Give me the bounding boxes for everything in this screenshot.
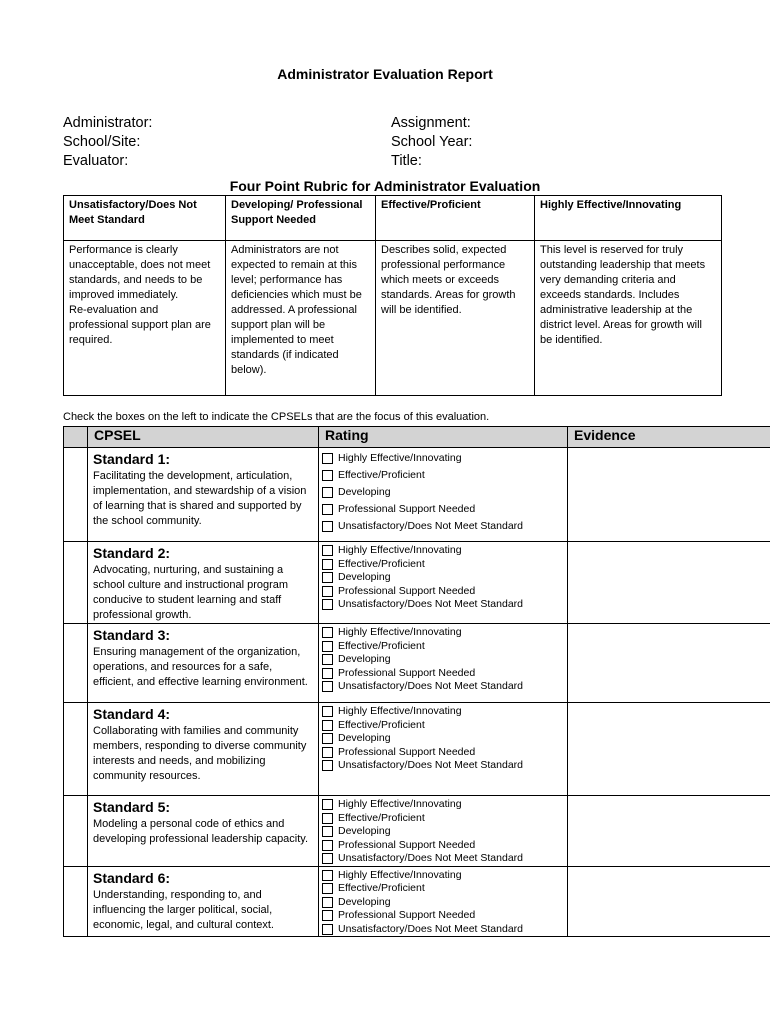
rating-option[interactable]: [322, 640, 567, 654]
cpsel-table: [63, 426, 770, 937]
rating-option[interactable]: [322, 653, 567, 667]
rating-checkbox[interactable]: [322, 504, 333, 515]
rating-option[interactable]: [322, 759, 567, 773]
rubric-desc-developing: Administrators are not expected to remain at this level; performance has deficiencies which must be addressed. A professional support plan will be implemented to meet standards (if indicated below).: [226, 241, 376, 396]
rating-option[interactable]: [322, 852, 567, 866]
rating-option[interactable]: [322, 571, 567, 585]
rating-option-label: Developing: [338, 895, 391, 908]
standard-row: [64, 448, 770, 542]
rating-checkbox[interactable]: [322, 924, 333, 935]
report-title: Administrator Evaluation Report: [277, 66, 493, 82]
school-site-label: School/Site:: [63, 134, 141, 150]
rating-checkbox[interactable]: [322, 870, 333, 881]
cpsel-focus-checkbox-cell[interactable]: [64, 796, 88, 867]
rating-option[interactable]: [322, 812, 567, 826]
standard-description: Facilitating the development, articulation, implementation, and stewardship of a vision of learning that is shared and supported by the school community.: [93, 470, 307, 527]
rating-option[interactable]: [322, 839, 567, 853]
rating-options: [319, 542, 567, 612]
rating-checkbox[interactable]: [322, 545, 333, 556]
rating-option-label: Unsatisfactory/Does Not Meet Standard: [338, 852, 524, 864]
rating-checkbox[interactable]: [322, 668, 333, 679]
rating-option[interactable]: [322, 467, 567, 484]
rating-option[interactable]: [322, 825, 567, 839]
rating-checkbox[interactable]: [322, 897, 333, 908]
rating-options: [319, 867, 567, 937]
rubric-header-developing: Developing/ Professional Support Needed: [226, 196, 376, 241]
rating-option[interactable]: [322, 598, 567, 612]
rating-option-label: Highly Effective/Innovating: [338, 451, 462, 464]
rating-checkbox[interactable]: [322, 453, 333, 464]
rating-cell: [319, 866, 568, 937]
rating-cell: [319, 542, 568, 624]
standard-cell: [88, 796, 319, 867]
rating-option-label: Effective/Proficient: [338, 468, 425, 481]
rating-option-label: Highly Effective/Innovating: [338, 868, 462, 881]
standard-title: Standard 4:: [93, 706, 171, 722]
rating-checkbox[interactable]: [322, 813, 333, 824]
standard-row: [64, 796, 770, 867]
rating-option[interactable]: [322, 869, 567, 883]
rating-checkbox[interactable]: [322, 883, 333, 894]
rating-option[interactable]: [322, 909, 567, 923]
rating-checkbox[interactable]: [322, 599, 333, 610]
rating-option-label: Professional Support Needed: [338, 745, 476, 758]
standard-cell: [88, 448, 319, 542]
rating-option-label: Effective/Proficient: [338, 557, 425, 570]
cpsel-header: CPSEL: [88, 427, 319, 448]
standard-cell: [88, 866, 319, 937]
rubric-header-highly-effective: Highly Effective/Innovating: [535, 196, 722, 241]
rating-checkbox[interactable]: [322, 681, 333, 692]
rating-option-label: Highly Effective/Innovating: [338, 705, 462, 717]
standard-cell: [88, 542, 319, 624]
rating-option[interactable]: [322, 544, 567, 558]
rating-options: [319, 703, 567, 773]
standard-description: Modeling a personal code of ethics and developing professional leadership capacity.: [93, 818, 309, 845]
rubric-description-row: [64, 241, 722, 396]
cpsel-header-row: [64, 427, 770, 448]
evidence-cell[interactable]: [568, 448, 770, 542]
rating-option[interactable]: [322, 732, 567, 746]
rating-option-label: Developing: [338, 825, 391, 837]
rating-option-label: Professional Support Needed: [338, 584, 476, 597]
standard-row: [64, 624, 770, 703]
rating-option-label: Developing: [338, 653, 391, 665]
rating-checkbox[interactable]: [322, 799, 333, 810]
rating-checkbox[interactable]: [322, 641, 333, 652]
rubric-desc-unsatisfactory: Performance is clearly unacceptable, does not meet standards, and needs to be improved immediately. Re-evaluation and professional support plan are required.: [64, 241, 226, 396]
rating-option[interactable]: [322, 680, 567, 694]
rating-option[interactable]: [322, 558, 567, 572]
standard-row: [64, 542, 770, 624]
rating-option-label: Effective/Proficient: [338, 718, 425, 731]
rating-checkbox[interactable]: [322, 840, 333, 851]
rating-option[interactable]: [322, 719, 567, 733]
rating-options: [319, 624, 567, 694]
rating-option[interactable]: [322, 501, 567, 518]
rating-cell: [319, 703, 568, 796]
cpsel-focus-checkbox-cell[interactable]: [64, 866, 88, 937]
standard-row: [64, 703, 770, 796]
rating-option-label: Effective/Proficient: [338, 811, 425, 824]
rating-checkbox[interactable]: [322, 521, 333, 532]
evidence-cell[interactable]: [568, 796, 770, 867]
rating-option[interactable]: [322, 484, 567, 501]
rating-option-label: Unsatisfactory/Does Not Meet Standard: [338, 519, 524, 532]
rubric-heading: Four Point Rubric for Administrator Evaluation: [229, 178, 541, 194]
standard-title: Standard 6:: [93, 869, 171, 886]
standard-description: Ensuring management of the organization, operations, and resources for a safe, efficient, and effective learning environment.: [93, 646, 308, 688]
rating-option[interactable]: [322, 585, 567, 599]
evidence-cell[interactable]: [568, 542, 770, 624]
rating-checkbox[interactable]: [322, 733, 333, 744]
rating-option[interactable]: [322, 746, 567, 760]
rubric-header-effective: Effective/Proficient: [376, 196, 535, 241]
standard-description: Understanding, responding to, and influencing the larger political, social, economic, legal, and cultural context.: [93, 888, 274, 931]
rating-option-label: Professional Support Needed: [338, 502, 476, 515]
rating-option-label: Developing: [338, 732, 391, 744]
rating-option-label: Unsatisfactory/Does Not Meet Standard: [338, 680, 524, 692]
rating-option[interactable]: [322, 450, 567, 467]
rating-option[interactable]: [322, 798, 567, 812]
rubric-table: [63, 195, 722, 396]
standard-title: Standard 2:: [93, 545, 171, 561]
rating-checkbox[interactable]: [322, 826, 333, 837]
rating-header: Rating: [319, 427, 568, 448]
standard-row: [64, 866, 770, 937]
rating-option-label: Highly Effective/Innovating: [338, 798, 462, 810]
rating-option-label: Professional Support Needed: [338, 666, 476, 679]
standard-description: Collaborating with families and community members, responding to diverse community interests and needs, and mobilizing community resources.: [93, 725, 307, 782]
rating-options: [319, 796, 567, 866]
rating-checkbox[interactable]: [322, 572, 333, 583]
administrator-label: Administrator:: [63, 115, 153, 131]
standard-cell: [88, 703, 319, 796]
cpsel-focus-checkbox-cell[interactable]: [64, 624, 88, 703]
rating-option[interactable]: [322, 518, 567, 535]
rating-option-label: Unsatisfactory/Does Not Meet Standard: [338, 598, 524, 610]
cpsel-focus-checkbox-cell[interactable]: [64, 448, 88, 542]
rating-checkbox[interactable]: [322, 487, 333, 498]
rating-option-label: Professional Support Needed: [338, 909, 476, 921]
rating-option-label: Highly Effective/Innovating: [338, 626, 462, 638]
cpsel-focus-checkbox-cell[interactable]: [64, 542, 88, 624]
standard-title: Standard 3:: [93, 627, 171, 643]
title-label: Title:: [391, 153, 422, 169]
standard-description: Advocating, nurturing, and sustaining a school culture and instructional program conducive to student learning and staff professional growth.: [93, 564, 289, 621]
evidence-header: Evidence: [568, 427, 770, 448]
evaluator-label: Evaluator:: [63, 153, 129, 169]
rating-checkbox[interactable]: [322, 706, 333, 717]
check-instructions: Check the boxes on the left to indicate the CPSELs that are the focus of this evaluation.: [63, 411, 490, 423]
rating-cell: [319, 624, 568, 703]
rating-checkbox[interactable]: [322, 586, 333, 597]
rating-option-label: Effective/Proficient: [338, 639, 425, 652]
cpsel-focus-checkbox-cell[interactable]: [64, 703, 88, 796]
standard-title: Standard 5:: [93, 799, 171, 815]
rating-checkbox[interactable]: [322, 910, 333, 921]
rating-cell: [319, 796, 568, 867]
rubric-desc-effective: Describes solid, expected professional performance which meets or exceeds standards. Areas for growth will be identified.: [376, 241, 535, 396]
school-year-label: School Year:: [391, 134, 473, 150]
rating-option-label: Highly Effective/Innovating: [338, 544, 462, 556]
rating-checkbox[interactable]: [322, 853, 333, 864]
rating-option-label: Unsatisfactory/Does Not Meet Standard: [338, 922, 524, 935]
rating-option[interactable]: [322, 896, 567, 910]
rating-option[interactable]: [322, 667, 567, 681]
rating-checkbox[interactable]: [322, 654, 333, 665]
rating-checkbox[interactable]: [322, 627, 333, 638]
standard-cell: [88, 624, 319, 703]
evidence-cell[interactable]: [568, 624, 770, 703]
evidence-cell[interactable]: [568, 866, 770, 937]
assignment-label: Assignment:: [391, 115, 471, 131]
rubric-desc-highly-effective: This level is reserved for truly outstanding leadership that meets very demanding criteria and exceeds standards. Includes administrative leadership at the district level. Areas for growth will be identified.: [535, 241, 722, 396]
rubric-header-row: [64, 196, 722, 241]
evidence-cell[interactable]: [568, 703, 770, 796]
rating-option-label: Effective/Proficient: [338, 882, 425, 894]
rating-option-label: Developing: [338, 571, 391, 583]
rating-checkbox[interactable]: [322, 760, 333, 771]
rating-options: [319, 448, 567, 535]
rating-checkbox[interactable]: [322, 470, 333, 481]
rating-option[interactable]: [322, 923, 567, 937]
rating-option[interactable]: [322, 626, 567, 640]
rubric-header-unsatisfactory: Unsatisfactory/Does Not Meet Standard: [64, 196, 226, 241]
standard-title: Standard 1:: [93, 451, 171, 467]
rating-option-label: Unsatisfactory/Does Not Meet Standard: [338, 759, 524, 771]
rating-checkbox[interactable]: [322, 559, 333, 570]
rating-checkbox[interactable]: [322, 720, 333, 731]
rating-cell: [319, 448, 568, 542]
rating-option-label: Professional Support Needed: [338, 838, 476, 851]
cpsel-check-header: [64, 427, 88, 448]
rating-checkbox[interactable]: [322, 747, 333, 758]
rating-option[interactable]: [322, 705, 567, 719]
rating-option-label: Developing: [338, 485, 391, 498]
rating-option[interactable]: [322, 882, 567, 896]
